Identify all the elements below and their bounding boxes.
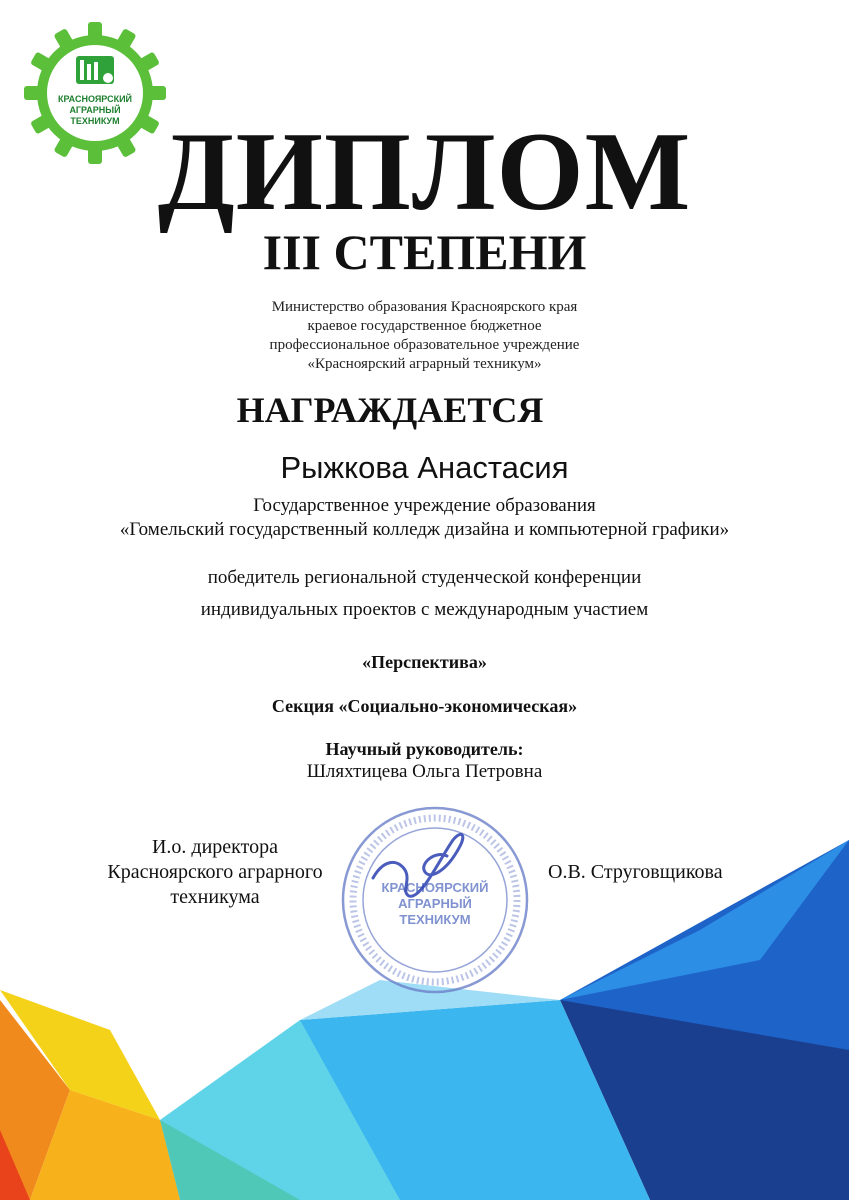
recipient-name: Рыжкова Анастасия — [280, 450, 569, 485]
achievement-line: победитель региональной студенческой конференции — [207, 567, 642, 588]
ministry-line: краевое государственное бюджетное — [307, 318, 542, 334]
ministry-line: «Красноярский аграрный техникум» — [307, 356, 542, 372]
supervisor-name: Шляхтицева Ольга Петровна — [306, 761, 543, 782]
section-title: Секция «Социально-экономическая» — [271, 696, 578, 716]
achievement-text — [0, 562, 849, 626]
stamp-text-line1: КРАСНОЯРСКИЙ — [381, 880, 489, 895]
diploma-degree: III СТЕПЕНИ — [262, 224, 587, 280]
logo-text-line1: КРАСНОЯРСКИЙ — [57, 94, 133, 104]
official-stamp — [335, 800, 535, 1000]
logo-text-line2: АГРАРНЫЙ — [69, 105, 121, 115]
director-title — [70, 835, 360, 910]
ministry-line: Министерство образования Красноярского края — [271, 299, 578, 315]
project-title: «Перспектива» — [362, 652, 487, 672]
institution-line: «Гомельский государственный колледж дизайна и компьютерной графики» — [119, 519, 730, 540]
diploma-title: ДИПЛОМ — [157, 110, 692, 234]
director-line: Красноярского аграрного — [107, 861, 323, 883]
supervisor-label: Научный руководитель: — [325, 739, 524, 759]
awarded-heading: НАГРАЖДАЕТСЯ — [236, 390, 544, 430]
institution-line: Государственное учреждение образования — [253, 495, 596, 516]
ministry-block — [0, 298, 849, 374]
recipient-institution — [0, 494, 849, 542]
achievement-line: индивидуальных проектов с международным участием — [200, 599, 649, 620]
logo-text-line3: ТЕХНИКУМ — [70, 116, 120, 126]
signer-name: О.В. Струговщикова — [548, 861, 723, 883]
director-line: И.о. директора — [151, 836, 278, 858]
director-line: техникума — [170, 886, 260, 908]
ministry-line: профессиональное образовательное учреждение — [269, 337, 580, 353]
stamp-text-line3: ТЕХНИКУМ — [399, 912, 471, 927]
stamp-text-line2: АГРАРНЫЙ — [398, 896, 472, 911]
tractor-icon — [76, 56, 114, 84]
